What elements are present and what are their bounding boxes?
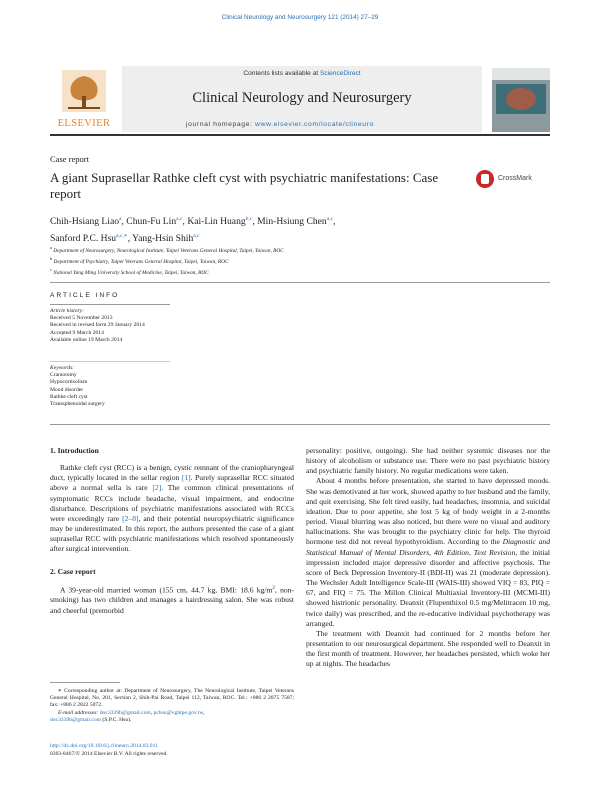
- email-separator: ,: [203, 709, 205, 716]
- email-link[interactable]: doc3339b@gmail.com: [50, 716, 101, 723]
- history-item: Accepted 9 March 2014: [50, 329, 104, 336]
- affiliation-marker: a: [50, 245, 52, 250]
- divider: [50, 424, 550, 425]
- divider: [50, 304, 170, 305]
- journal-banner: [50, 66, 550, 136]
- history-heading: Article history:: [50, 308, 85, 314]
- author-affiliation-link[interactable]: a,c: [193, 233, 200, 240]
- email-separator: ,: [150, 709, 154, 716]
- author-list: [50, 212, 550, 246]
- elsevier-wordmark: ELSEVIER: [57, 118, 111, 129]
- author-name: Min-Hsiung Chen: [257, 216, 327, 228]
- keywords-heading: Keywords:: [50, 365, 75, 371]
- affiliation-text: Department of Neurosurgery, Neurological Institute, Taipei Veterans General Hospital, Taipei, Taiwan, ROC: [51, 247, 284, 254]
- citation-link[interactable]: [1]: [181, 473, 191, 483]
- journal-title: Clinical Neurology and Neurosurgery: [192, 90, 412, 106]
- email-label: E-mail addresses:: [58, 709, 100, 716]
- author-affiliation-link[interactable]: a,c: [326, 216, 334, 222]
- article-info-heading: ARTICLE INFO: [50, 292, 120, 299]
- crossmark-icon: [476, 170, 494, 188]
- body-text-italic: Diagnostic and Statistical Manual of Mental Disorders, 4th Edition, Text Revision: [306, 537, 550, 557]
- citation-link[interactable]: [2–8]: [122, 513, 139, 523]
- article-type: Case report: [50, 154, 89, 164]
- homepage-link[interactable]: www.elsevier.com/locate/clineuro: [255, 121, 374, 128]
- body-text: About 4 months before presentation, she started to have depressed moods. She was demotivated at her work, showed apathy to her husband and the family, and quit exercising. She felt tired easily, had headaches, insomnia, and suicidal ideation. Due to poor appetite, she lost 5 kg of body weight in a 2-months period. Visual blurring was also noticed, but there were no visual and auditory hallucinations. She was brought to the psychiatry clinic for help. The thyroid hormone test did not reveal hypothyroidism. According to the: [306, 476, 550, 547]
- body-left-column: [50, 446, 294, 616]
- author-name: Chih-Hsiang Liao: [50, 216, 120, 228]
- body-paragraph: The treatment with Deanxit had continued for 2 months before her presentation to our neurosurgical department. She responded well to Deanxit in the first month of treatment. However, her headaches persisted, which woke her up at nights. The headaches: [306, 628, 550, 669]
- citation-link[interactable]: [2]: [152, 483, 162, 493]
- author-separator: ,: [121, 216, 127, 228]
- keyword-item: Hypocortisolism: [50, 379, 88, 386]
- divider: [50, 361, 170, 362]
- affiliation-text: National Yang Ming University School of Medicine, Taipei, Taiwan, ROC: [51, 269, 209, 276]
- affiliation-marker: b: [50, 255, 53, 261]
- crossmark-label: CrossMark: [498, 175, 532, 182]
- copyright: 0303-8467/© 2014 Elsevier B.V. All rights reserved.: [50, 751, 168, 758]
- elsevier-logo[interactable]: [50, 66, 118, 132]
- email-link[interactable]: pchsu@vghtpe.gov.tw: [153, 709, 204, 716]
- footnote-text: ∗ Corresponding author at: Department of Neurosurgery, The Neurological Institute, Taipei Veterans General Hospital, No. 201, Section 2, Shih-Pai Road, Taipei 112, Taiwan, ROC. Tel.: +886 2 2875 7587; fax: +886 2 2822 5072.: [50, 688, 294, 709]
- author-name: Chun-Fu Lin: [126, 216, 177, 228]
- footnote-divider: [50, 682, 120, 683]
- author-affiliation-link[interactable]: a,c,∗: [116, 233, 128, 240]
- body-text: Rathke cleft cyst (RCC) is a benign, cystic remnant of the craniopharyngeal duct, typically located in the sellar region: [50, 463, 294, 483]
- author-name: Sanford P.C. Hsu: [50, 233, 117, 245]
- author-separator: ,: [127, 233, 133, 245]
- divider: [50, 282, 550, 283]
- author-affiliation-link[interactable]: a,c: [176, 216, 183, 222]
- history-item: Available online 19 March 2014: [50, 336, 123, 343]
- affiliation-marker: c: [50, 266, 52, 272]
- superscript: 2: [272, 585, 275, 591]
- affiliation-item: [50, 255, 550, 266]
- sciencedirect-link[interactable]: ScienceDirect: [319, 70, 361, 77]
- contents-prefix: Contents lists available at: [243, 70, 320, 77]
- affiliation-text: Department of Psychiatry, Taipei Veterans General Hospital, Taipei, Taiwan, ROC: [52, 258, 229, 265]
- corresponding-author-footnote: [50, 688, 294, 724]
- section-heading-introduction: 1. Introduction: [50, 446, 99, 455]
- author-name: Kai-Lin Huang: [187, 216, 246, 228]
- homepage-prefix: journal homepage:: [186, 121, 255, 128]
- body-text: , non-smoking) has two children and manages a hairdressing salon. She was robust and cheerful (premorbid: [50, 585, 294, 615]
- journal-reference[interactable]: Clinical Neurology and Neurosurgery 121 (2014) 27–29: [221, 14, 379, 21]
- author-affiliation-link[interactable]: a: [119, 216, 122, 222]
- doi-link[interactable]: http://dx.doi.org/10.1016/j.clineuro.2014.03.011: [50, 743, 158, 749]
- keyword-item: Rathke cleft cyst: [50, 393, 88, 400]
- body-paragraph: [50, 463, 294, 554]
- elsevier-tree-icon: [62, 70, 106, 112]
- contents-line: [122, 70, 482, 77]
- crossmark-badge[interactable]: [476, 170, 546, 190]
- body-paragraph: [50, 584, 294, 616]
- footnote-emails: [50, 710, 294, 724]
- author-separator: ,: [252, 216, 258, 228]
- doi-block: [50, 742, 168, 758]
- affiliations: [50, 244, 550, 276]
- body-right-column: [306, 446, 550, 669]
- article-title: A giant Suprasellar Rathke cleft cyst with psychiatric manifestations: Case report: [50, 170, 439, 201]
- body-text: . The common clinical presentations of symptomatic RCCs include headache, visual impairment, and endocrine disturbance. Descriptions of psychiatric manifestations associated with RCCs were exceedingly rare: [50, 483, 294, 523]
- email-owner: (S.P.C. Hsu).: [100, 716, 132, 723]
- journal-masthead: [122, 66, 482, 132]
- body-text: A 39-year-old married woman (155 cm, 44.7 kg, BMI: 18.6 kg/m: [60, 585, 273, 595]
- journal-cover-image: [492, 68, 550, 132]
- keyword-item: Mood disorder: [50, 386, 84, 393]
- affiliation-item: [50, 266, 550, 277]
- body-text: . Purely suprasellar RCC situated above a normal sella is rare: [50, 473, 294, 493]
- history-item: Received 5 November 2013: [50, 315, 113, 322]
- body-paragraph: personality: positive, outgoing). She had neither systemic diseases nor the history of alcoholism or substance use. There were no past psychiatric history and psychiatric family history. No regular medications were taken.: [306, 446, 550, 476]
- body-text: , the initial impression included major depressive disorder and affective psychosis. The score of Beck Depression Inventory-II (BDI-II) was 21 (moderate depression). The Wechsler Adult Intelligence Scale-III (WAIS-III) showed VIQ = 83, PIQ = 67, and FIQ = 75. The Millon Clinical Multiaxial Inventory-III (MCMI-III) showed histrionic personality. Deanxit (Flupenthixol 0.5 mg/Melitracen 10 mg, twice daily) was prescribed, and the re-educative individual psychotherapy was arranged.: [306, 547, 550, 628]
- history-item: Received in revised form 29 January 2014: [50, 322, 145, 329]
- author-separator: ,: [333, 216, 336, 228]
- keyword-item: Transsphenoidal surgery: [50, 401, 105, 408]
- article-history: [50, 308, 145, 344]
- author-name: Yang-Hsin Shih: [132, 233, 194, 245]
- keywords: [50, 365, 105, 408]
- author-separator: ,: [182, 216, 188, 228]
- section-heading-case-report: 2. Case report: [50, 566, 96, 576]
- journal-homepage: [186, 121, 374, 128]
- email-link[interactable]: doc3339b@gmail.com: [99, 709, 151, 716]
- body-text: , and their potential neuropsychiatric significance may be underestimated. In this report, the authors presented the case of a giant suprasellar RCC with psychiatric manifestations which resolved spontaneously after surgical intervention.: [50, 513, 294, 554]
- body-paragraph: [306, 476, 550, 628]
- author-affiliation-link[interactable]: b,c: [245, 216, 253, 222]
- affiliation-item: [50, 244, 550, 255]
- keyword-item: Craniotomy: [50, 372, 77, 379]
